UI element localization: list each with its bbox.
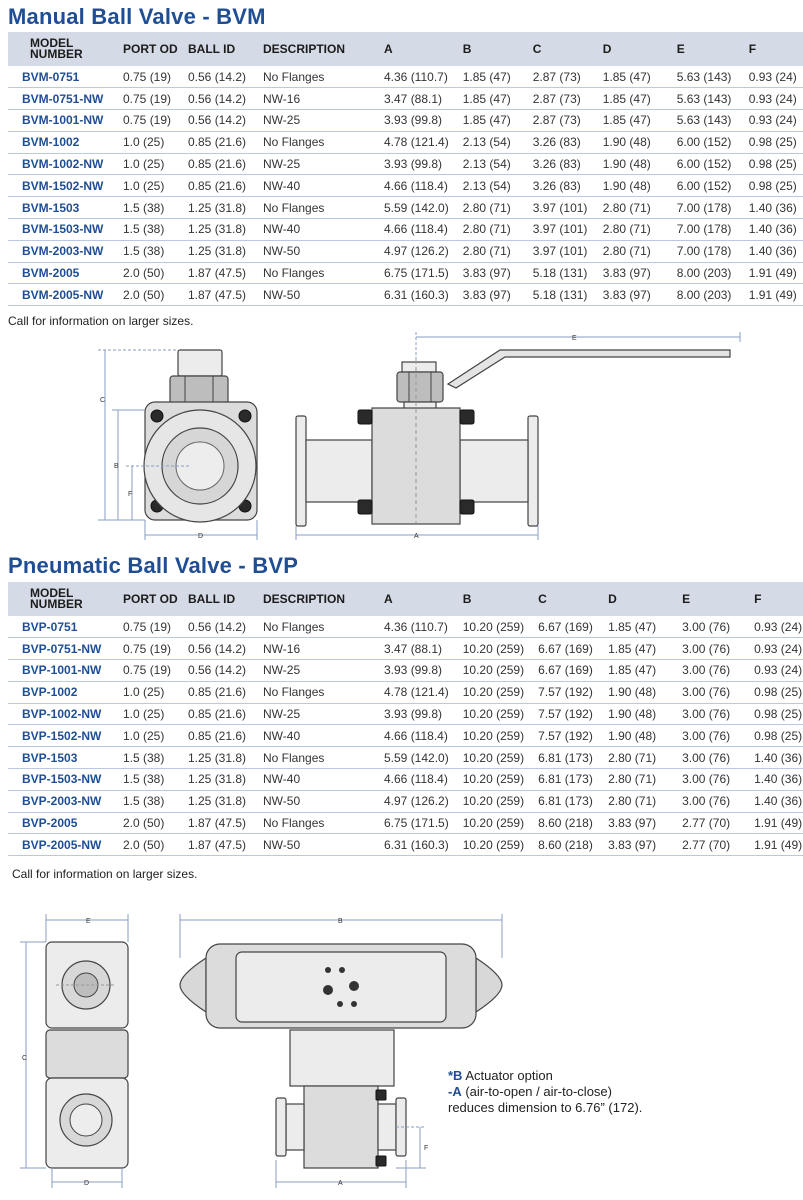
ball-id-cell: 0.85 (21.6)	[188, 175, 263, 197]
table-row	[8, 790, 803, 812]
col-model-header: MODEL NUMBER	[30, 586, 83, 611]
col-desc-header: DESCRIPTION	[263, 41, 346, 56]
dim-a-cell: 4.36 (110.7)	[368, 66, 449, 88]
dim-b-cell: 10.20 (259)	[449, 616, 524, 638]
dim-a-cell: 3.47 (88.1)	[368, 88, 449, 110]
description-cell: No Flanges	[263, 131, 368, 153]
dim-b-cell: 1.85 (47)	[449, 66, 519, 88]
model-number-cell: BVP-2003-NW	[8, 790, 123, 812]
table-row	[8, 88, 803, 110]
port-od-cell: 1.5 (38)	[123, 197, 188, 219]
dim-e-cell: 5.63 (143)	[663, 66, 735, 88]
ball-id-cell: 0.85 (21.6)	[188, 703, 263, 725]
port-od-cell: 2.0 (50)	[123, 262, 188, 284]
dim-f-cell: 0.93 (24)	[740, 616, 803, 638]
dim-a-cell: 6.75 (171.5)	[368, 262, 449, 284]
model-number-cell: BVM-2005	[8, 262, 123, 284]
dim-c-cell: 5.18 (131)	[519, 262, 591, 284]
dim-f-cell: 1.40 (36)	[735, 219, 803, 241]
dim-f-cell: 1.40 (36)	[740, 769, 803, 791]
dim-e-cell: 6.00 (152)	[663, 131, 735, 153]
description-cell: No Flanges	[263, 66, 368, 88]
dim-b-cell: 3.83 (97)	[449, 284, 519, 306]
dim-d-cell: 1.90 (48)	[591, 153, 663, 175]
dim-c-cell: 6.81 (173)	[524, 747, 596, 769]
dim-a-cell: 3.93 (99.8)	[368, 660, 449, 682]
dim-c-cell: 3.97 (101)	[519, 240, 591, 262]
dim-c-cell: 2.87 (73)	[519, 88, 591, 110]
dim-a-cell: 3.93 (99.8)	[368, 110, 449, 132]
ball-id-cell: 0.56 (14.2)	[188, 110, 263, 132]
ball-id-cell: 1.25 (31.8)	[188, 197, 263, 219]
dim-b-cell: 10.20 (259)	[449, 769, 524, 791]
bvp-drawings	[0, 900, 803, 1200]
model-number-cell: BVP-1503	[8, 747, 123, 769]
description-cell: No Flanges	[263, 812, 368, 834]
dim-e-cell: 3.00 (76)	[668, 616, 740, 638]
port-od-cell: 1.0 (25)	[123, 725, 188, 747]
ball-id-cell: 1.25 (31.8)	[188, 240, 263, 262]
dim-a-cell: 3.93 (99.8)	[368, 703, 449, 725]
dim-b-cell: 10.20 (259)	[449, 681, 524, 703]
bvm-drawings	[0, 330, 803, 545]
bvm-dim-a-label: A	[414, 533, 419, 540]
dim-e-cell: 6.00 (152)	[663, 153, 735, 175]
dim-d-cell: 3.83 (97)	[591, 262, 663, 284]
dim-b-cell: 1.85 (47)	[449, 110, 519, 132]
dim-b-cell: 3.83 (97)	[449, 262, 519, 284]
dim-e-cell: 3.00 (76)	[668, 725, 740, 747]
model-number-cell: BVP-0751	[8, 616, 123, 638]
port-od-cell: 0.75 (19)	[123, 638, 188, 660]
table-row	[8, 284, 803, 306]
dim-f-cell: 0.93 (24)	[735, 110, 803, 132]
bvm-note: Call for information on larger sizes.	[8, 314, 194, 328]
dim-e-cell: 2.77 (70)	[668, 812, 740, 834]
ball-id-cell: 1.25 (31.8)	[188, 769, 263, 791]
dim-f-cell: 0.93 (24)	[735, 66, 803, 88]
dim-c-cell: 6.67 (169)	[524, 616, 596, 638]
dimension-reduction-text: reduces dimension to 6.76” (172).	[448, 1100, 643, 1115]
dim-d-cell: 1.85 (47)	[591, 66, 663, 88]
bvm-dim-e-label: E	[572, 335, 577, 342]
dim-c-cell: 2.87 (73)	[519, 110, 591, 132]
dim-f-cell: 1.40 (36)	[735, 240, 803, 262]
dim-f-cell: 1.91 (49)	[735, 284, 803, 306]
col-port-header: PORT OD	[123, 41, 178, 56]
table-row	[8, 110, 803, 132]
dim-c-cell: 8.60 (218)	[524, 812, 596, 834]
ball-id-cell: 1.87 (47.5)	[188, 812, 263, 834]
table-row	[8, 66, 803, 88]
actuator-option-text: Actuator option	[462, 1068, 553, 1083]
dim-e-cell: 3.00 (76)	[668, 638, 740, 660]
actuator-option-note	[448, 1068, 642, 1116]
ball-id-cell: 1.87 (47.5)	[188, 262, 263, 284]
bvm-dim-b-label: B	[114, 463, 119, 470]
description-cell: NW-25	[263, 703, 368, 725]
dim-e-cell: 8.00 (203)	[663, 262, 735, 284]
model-number-cell: BVM-1503-NW	[8, 219, 123, 241]
dim-b-cell: 2.13 (54)	[449, 175, 519, 197]
dim-d-cell: 3.83 (97)	[596, 834, 668, 856]
dim-a-cell: 5.59 (142.0)	[368, 197, 449, 219]
dim-d-cell: 2.80 (71)	[591, 197, 663, 219]
ball-id-cell: 1.25 (31.8)	[188, 747, 263, 769]
bvp-dim-b-label: B	[338, 918, 343, 925]
dim-f-cell: 0.98 (25)	[740, 703, 803, 725]
col-a-header: A	[384, 41, 393, 56]
model-number-cell: BVP-0751-NW	[8, 638, 123, 660]
port-od-cell: 2.0 (50)	[123, 812, 188, 834]
model-number-cell: BVM-1002-NW	[8, 153, 123, 175]
bvp-title: Pneumatic Ball Valve - BVP	[8, 553, 299, 578]
dim-e-cell: 7.00 (178)	[663, 197, 735, 219]
dim-a-cell: 4.97 (126.2)	[368, 240, 449, 262]
dim-f-cell: 1.40 (36)	[735, 197, 803, 219]
dim-b-cell: 10.20 (259)	[449, 725, 524, 747]
dim-c-cell: 7.57 (192)	[524, 725, 596, 747]
bvp-side-view-drawing	[180, 944, 502, 1168]
col-e-header: E	[676, 41, 685, 56]
dim-e-cell: 3.00 (76)	[668, 660, 740, 682]
port-od-cell: 0.75 (19)	[123, 110, 188, 132]
col-f-header: F	[754, 591, 762, 606]
col-c-header: C	[538, 591, 547, 606]
description-cell: NW-40	[263, 725, 368, 747]
dim-a-cell: 5.59 (142.0)	[368, 747, 449, 769]
table-row	[8, 834, 803, 856]
ball-id-cell: 0.56 (14.2)	[188, 638, 263, 660]
col-model-header: MODEL NUMBER	[30, 36, 83, 61]
dim-f-cell: 1.40 (36)	[740, 747, 803, 769]
table-row	[8, 197, 803, 219]
description-cell: NW-50	[263, 240, 368, 262]
bvm-spec-table	[8, 32, 803, 306]
dim-f-cell: 0.93 (24)	[735, 88, 803, 110]
dim-f-cell: 0.98 (25)	[740, 681, 803, 703]
table-row	[8, 262, 803, 284]
bvm-dim-c-label: C	[100, 397, 106, 404]
dim-b-cell: 10.20 (259)	[449, 703, 524, 725]
description-cell: NW-25	[263, 110, 368, 132]
ball-id-cell: 0.85 (21.6)	[188, 153, 263, 175]
port-od-cell: 2.0 (50)	[123, 284, 188, 306]
port-od-cell: 1.5 (38)	[123, 769, 188, 791]
bvp-note: Call for information on larger sizes.	[12, 867, 198, 881]
model-number-cell: BVP-2005	[8, 812, 123, 834]
port-od-cell: 0.75 (19)	[123, 616, 188, 638]
dim-a-cell: 6.31 (160.3)	[368, 284, 449, 306]
ball-id-cell: 0.56 (14.2)	[188, 616, 263, 638]
col-e-header: E	[682, 591, 691, 606]
bvm-end-view-drawing	[144, 350, 257, 522]
dim-d-cell: 1.90 (48)	[596, 681, 668, 703]
bvp-dim-f-label: F	[424, 1145, 429, 1152]
dim-c-cell: 6.81 (173)	[524, 769, 596, 791]
table-row	[8, 240, 803, 262]
table-row	[8, 660, 803, 682]
dim-b-cell: 10.20 (259)	[449, 812, 524, 834]
dim-d-cell: 1.85 (47)	[596, 660, 668, 682]
dim-d-cell: 3.83 (97)	[591, 284, 663, 306]
ball-id-cell: 1.87 (47.5)	[188, 284, 263, 306]
description-cell: NW-16	[263, 88, 368, 110]
table-row	[8, 175, 803, 197]
bvp-dim-e-label: E	[86, 918, 91, 925]
dim-d-cell: 3.83 (97)	[596, 812, 668, 834]
model-number-cell: BVM-1502-NW	[8, 175, 123, 197]
col-b-header: B	[462, 41, 472, 56]
dim-e-cell: 7.00 (178)	[663, 240, 735, 262]
dim-a-cell: 4.66 (118.4)	[368, 769, 449, 791]
ball-id-cell: 0.56 (14.2)	[188, 66, 263, 88]
dim-d-cell: 2.80 (71)	[591, 219, 663, 241]
port-od-cell: 1.5 (38)	[123, 747, 188, 769]
dim-c-cell: 6.81 (173)	[524, 790, 596, 812]
model-number-cell: BVP-1001-NW	[8, 660, 123, 682]
bvp-dim-c-label: C	[22, 1055, 28, 1062]
dim-a-cell: 4.66 (118.4)	[368, 725, 449, 747]
model-number-cell: BVM-1002	[8, 131, 123, 153]
model-number-cell: BVM-2003-NW	[8, 240, 123, 262]
model-number-cell: BVP-1002-NW	[8, 703, 123, 725]
col-a-header: A	[384, 591, 393, 606]
dim-b-cell: 2.13 (54)	[449, 131, 519, 153]
description-cell: NW-40	[263, 175, 368, 197]
dim-e-cell: 8.00 (203)	[663, 284, 735, 306]
table-row	[8, 747, 803, 769]
dim-b-cell: 2.13 (54)	[449, 153, 519, 175]
description-cell: No Flanges	[263, 262, 368, 284]
table-row	[8, 725, 803, 747]
ball-id-cell: 1.87 (47.5)	[188, 834, 263, 856]
port-od-cell: 2.0 (50)	[123, 834, 188, 856]
bvp-dim-d-label: D	[84, 1180, 90, 1187]
dim-c-cell: 2.87 (73)	[519, 66, 591, 88]
dim-d-cell: 1.90 (48)	[596, 703, 668, 725]
description-cell: NW-40	[263, 769, 368, 791]
dim-f-cell: 1.91 (49)	[735, 262, 803, 284]
dim-e-cell: 3.00 (76)	[668, 703, 740, 725]
table-row	[8, 131, 803, 153]
air-option-text: (air-to-open / air-to-close)	[461, 1084, 612, 1099]
dim-a-cell: 4.66 (118.4)	[368, 219, 449, 241]
col-port-header: PORT OD	[123, 591, 178, 606]
ball-id-cell: 1.25 (31.8)	[188, 219, 263, 241]
bvm-header-row	[8, 32, 803, 66]
port-od-cell: 1.0 (25)	[123, 703, 188, 725]
dim-a-cell: 3.93 (99.8)	[368, 153, 449, 175]
model-number-cell: BVM-2005-NW	[8, 284, 123, 306]
dim-c-cell: 7.57 (192)	[524, 703, 596, 725]
dim-d-cell: 1.90 (48)	[591, 131, 663, 153]
dim-b-cell: 10.20 (259)	[449, 747, 524, 769]
col-c-header: C	[532, 41, 542, 56]
dim-b-cell: 10.20 (259)	[449, 638, 524, 660]
col-d-header: D	[602, 41, 612, 56]
dim-c-cell: 6.67 (169)	[524, 638, 596, 660]
dim-a-cell: 4.97 (126.2)	[368, 790, 449, 812]
dim-a-cell: 6.31 (160.3)	[368, 834, 449, 856]
col-ball-header: BALL ID	[188, 41, 236, 56]
dim-d-cell: 2.80 (71)	[591, 240, 663, 262]
bvm-dim-f-label: F	[128, 491, 133, 498]
port-od-cell: 1.5 (38)	[123, 240, 188, 262]
description-cell: No Flanges	[263, 681, 368, 703]
model-number-cell: BVM-0751-NW	[8, 88, 123, 110]
dim-a-cell: 4.78 (121.4)	[368, 681, 449, 703]
bvm-dim-d-label: D	[198, 533, 204, 540]
description-cell: NW-25	[263, 660, 368, 682]
model-number-cell: BVP-2005-NW	[8, 834, 123, 856]
dim-e-cell: 6.00 (152)	[663, 175, 735, 197]
table-row	[8, 703, 803, 725]
dim-d-cell: 1.85 (47)	[591, 110, 663, 132]
dim-f-cell: 0.93 (24)	[740, 638, 803, 660]
dim-e-cell: 3.00 (76)	[668, 747, 740, 769]
dim-c-cell: 3.97 (101)	[519, 219, 591, 241]
bvp-dim-a-label: A	[338, 1180, 343, 1187]
ball-id-cell: 0.56 (14.2)	[188, 660, 263, 682]
port-od-cell: 0.75 (19)	[123, 88, 188, 110]
dim-b-cell: 1.85 (47)	[449, 88, 519, 110]
model-number-cell: BVM-0751	[8, 66, 123, 88]
dim-f-cell: 1.40 (36)	[740, 790, 803, 812]
col-desc-header: DESCRIPTION	[263, 591, 346, 606]
bvp-header-row	[8, 582, 803, 616]
dim-b-cell: 10.20 (259)	[449, 660, 524, 682]
dim-f-cell: 1.91 (49)	[740, 812, 803, 834]
dim-c-cell: 3.26 (83)	[519, 153, 591, 175]
description-cell: NW-50	[263, 284, 368, 306]
ball-id-cell: 1.25 (31.8)	[188, 790, 263, 812]
dim-f-cell: 0.98 (25)	[740, 725, 803, 747]
table-row	[8, 616, 803, 638]
dim-e-cell: 3.00 (76)	[668, 790, 740, 812]
description-cell: NW-40	[263, 219, 368, 241]
ball-id-cell: 0.85 (21.6)	[188, 681, 263, 703]
dim-b-cell: 10.20 (259)	[449, 790, 524, 812]
dim-c-cell: 3.26 (83)	[519, 131, 591, 153]
port-od-cell: 1.0 (25)	[123, 131, 188, 153]
port-od-cell: 1.5 (38)	[123, 790, 188, 812]
table-row	[8, 812, 803, 834]
description-cell: No Flanges	[263, 616, 368, 638]
port-od-cell: 0.75 (19)	[123, 660, 188, 682]
col-b-header: B	[462, 591, 472, 606]
bvp-end-view-drawing	[46, 942, 128, 1168]
dim-b-cell: 2.80 (71)	[449, 240, 519, 262]
bvm-title: Manual Ball Valve - BVM	[8, 4, 266, 29]
col-d-header: D	[608, 591, 617, 606]
dim-d-cell: 1.90 (48)	[591, 175, 663, 197]
dim-d-cell: 1.90 (48)	[596, 725, 668, 747]
dim-b-cell: 2.80 (71)	[449, 219, 519, 241]
dim-f-cell: 0.93 (24)	[740, 660, 803, 682]
description-cell: NW-50	[263, 834, 368, 856]
dim-c-cell: 3.97 (101)	[519, 197, 591, 219]
dim-a-cell: 4.78 (121.4)	[368, 131, 449, 153]
dim-f-cell: 0.98 (25)	[735, 153, 803, 175]
actuator-option-code: *B	[448, 1068, 463, 1083]
description-cell: NW-16	[263, 638, 368, 660]
ball-id-cell: 0.85 (21.6)	[188, 725, 263, 747]
description-cell: No Flanges	[263, 197, 368, 219]
table-row	[8, 153, 803, 175]
table-row	[8, 681, 803, 703]
col-ball-header: BALL ID	[188, 591, 236, 606]
dim-e-cell: 5.63 (143)	[663, 110, 735, 132]
dim-f-cell: 0.98 (25)	[735, 175, 803, 197]
dim-c-cell: 6.67 (169)	[524, 660, 596, 682]
dim-e-cell: 3.00 (76)	[668, 681, 740, 703]
dim-f-cell: 1.91 (49)	[740, 834, 803, 856]
dim-b-cell: 10.20 (259)	[449, 834, 524, 856]
dim-d-cell: 2.80 (71)	[596, 790, 668, 812]
description-cell: No Flanges	[263, 747, 368, 769]
dim-c-cell: 8.60 (218)	[524, 834, 596, 856]
dim-d-cell: 1.85 (47)	[591, 88, 663, 110]
ball-id-cell: 0.85 (21.6)	[188, 131, 263, 153]
dim-d-cell: 1.85 (47)	[596, 616, 668, 638]
port-od-cell: 1.0 (25)	[123, 175, 188, 197]
table-row	[8, 769, 803, 791]
col-f-header: F	[748, 41, 757, 56]
dim-e-cell: 3.00 (76)	[668, 769, 740, 791]
model-number-cell: BVM-1001-NW	[8, 110, 123, 132]
model-number-cell: BVP-1503-NW	[8, 769, 123, 791]
air-option-code: -A	[448, 1084, 462, 1099]
dim-d-cell: 2.80 (71)	[596, 769, 668, 791]
dim-a-cell: 4.66 (118.4)	[368, 175, 449, 197]
table-row	[8, 638, 803, 660]
dim-d-cell: 2.80 (71)	[596, 747, 668, 769]
model-number-cell: BVM-1503	[8, 197, 123, 219]
dim-b-cell: 2.80 (71)	[449, 197, 519, 219]
table-row	[8, 219, 803, 241]
dim-c-cell: 5.18 (131)	[519, 284, 591, 306]
dim-d-cell: 1.85 (47)	[596, 638, 668, 660]
dim-c-cell: 3.26 (83)	[519, 175, 591, 197]
model-number-cell: BVP-1002	[8, 681, 123, 703]
dim-a-cell: 4.36 (110.7)	[368, 616, 449, 638]
description-cell: NW-25	[263, 153, 368, 175]
dim-a-cell: 6.75 (171.5)	[368, 812, 449, 834]
dim-e-cell: 7.00 (178)	[663, 219, 735, 241]
dim-f-cell: 0.98 (25)	[735, 131, 803, 153]
port-od-cell: 1.0 (25)	[123, 681, 188, 703]
port-od-cell: 1.0 (25)	[123, 153, 188, 175]
dim-a-cell: 3.47 (88.1)	[368, 638, 449, 660]
port-od-cell: 0.75 (19)	[123, 66, 188, 88]
dim-e-cell: 5.63 (143)	[663, 88, 735, 110]
dim-e-cell: 2.77 (70)	[668, 834, 740, 856]
bvp-spec-table	[8, 582, 803, 856]
port-od-cell: 1.5 (38)	[123, 219, 188, 241]
description-cell: NW-50	[263, 790, 368, 812]
model-number-cell: BVP-1502-NW	[8, 725, 123, 747]
dim-c-cell: 7.57 (192)	[524, 681, 596, 703]
bvm-side-view-drawing	[296, 350, 730, 526]
ball-id-cell: 0.56 (14.2)	[188, 88, 263, 110]
